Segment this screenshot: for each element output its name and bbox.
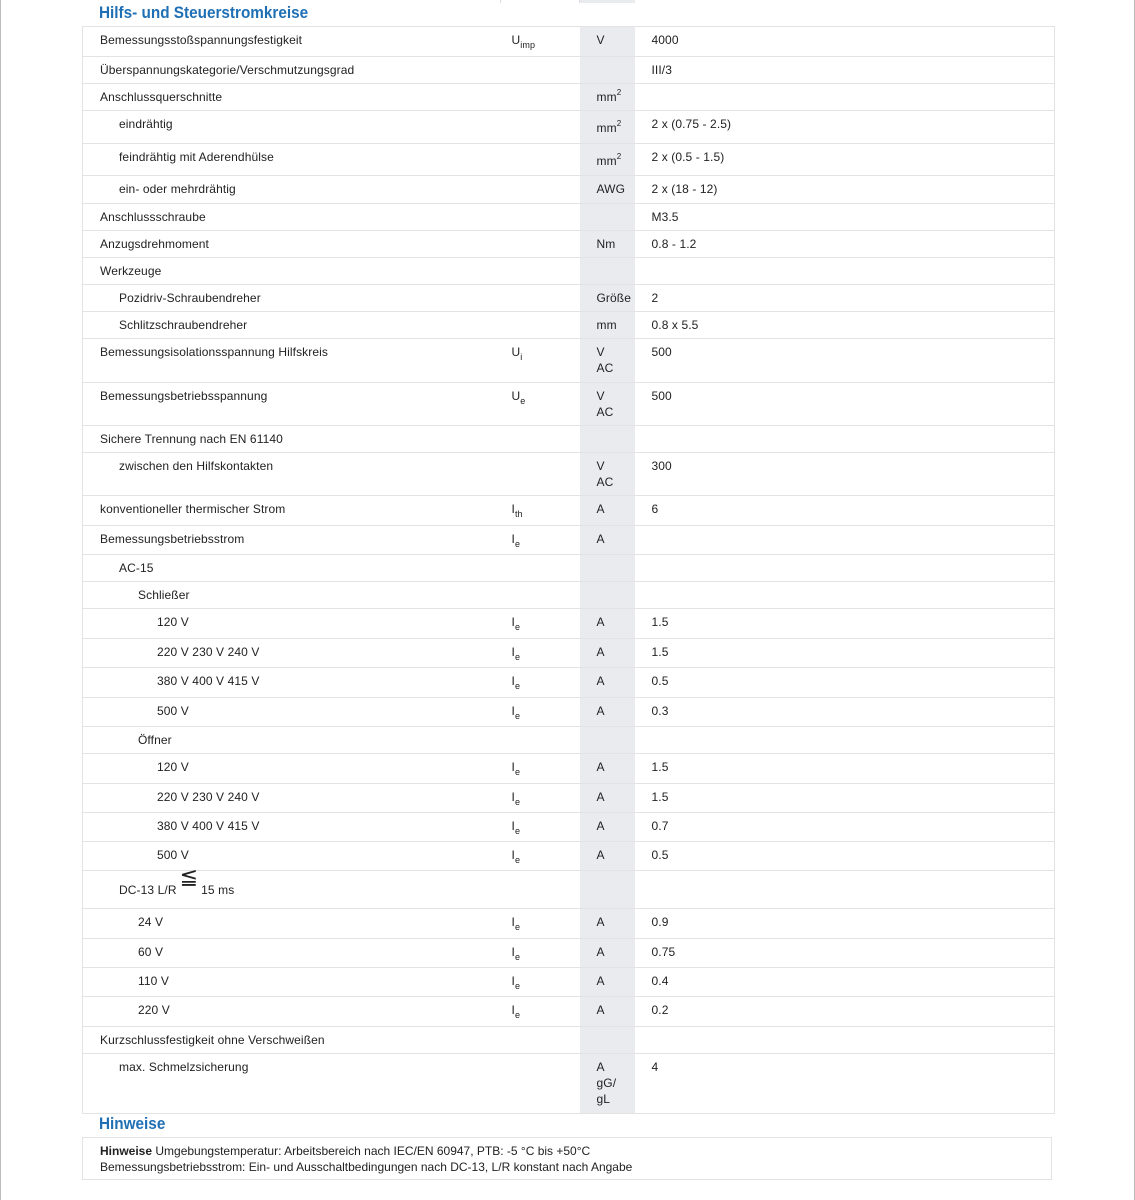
param-name [83,639,501,668]
param-name [83,312,501,339]
param-value [635,426,1055,453]
param-symbol: $I_e$ [501,968,580,997]
table-row [83,555,1055,582]
param-value [635,555,1055,582]
param-name-text: 220 V [138,1003,170,1017]
param-unit: A [580,698,635,727]
param-unit: mm [580,312,635,339]
param-symbol [501,312,580,339]
param-symbol [501,144,580,176]
param-name-text: Öffner [138,733,172,747]
notes-line-1 [100,1144,1051,1160]
column-divider-stub [500,0,501,3]
param-name [83,84,501,111]
param-value: 4 [635,1054,1055,1114]
table-row [83,27,1055,57]
param-value [635,84,1055,111]
param-unit: Größe [580,285,635,312]
param-value: M3.5 [635,204,1055,231]
param-unit: $mm^2$ [580,84,635,111]
spec-table [82,26,1055,1114]
param-value: 0.9 [635,909,1055,939]
param-name-text: Bemessungsstoßspannungsfestigkeit [100,33,303,47]
notes-label: Hinweise [100,1144,153,1158]
param-symbol [501,453,580,496]
param-name-text: 500 V [157,848,189,862]
table-row [83,871,1055,909]
table-row [83,453,1055,496]
param-unit [580,426,635,453]
param-unit: A [580,609,635,639]
param-name-text: Anzugsdrehmoment [100,237,209,251]
param-name-text: DC-13 L/R [119,883,177,897]
table-row [83,909,1055,939]
param-unit: A gG/ gL [580,1054,635,1114]
param-name [83,754,501,784]
param-unit: $mm^2$ [580,144,635,176]
param-name [83,813,501,842]
param-symbol [501,57,580,84]
param-symbol [501,84,580,111]
param-name [83,609,501,639]
param-symbol [501,426,580,453]
param-name [83,144,501,176]
table-row [83,204,1055,231]
param-symbol: $I_{th}$ [501,496,580,526]
param-symbol: $I_e$ [501,813,580,842]
param-value: 300 [635,453,1055,496]
param-symbol [501,871,580,909]
param-value [635,526,1055,555]
param-symbol [501,231,580,258]
param-value [635,258,1055,285]
page-border-left [0,0,1,1200]
param-value [635,727,1055,754]
table-row [83,84,1055,111]
param-value: 0.2 [635,997,1055,1027]
param-name [83,698,501,727]
param-symbol [501,285,580,312]
param-name [83,285,501,312]
param-name-text: Werkzeuge [100,264,162,278]
param-name-text: Bemessungsbetriebsstrom [100,532,245,546]
param-name-text: Sichere Trennung nach EN 61140 [100,432,283,446]
param-unit [580,582,635,609]
param-name [83,939,501,968]
param-symbol [501,176,580,204]
param-name [83,1027,501,1054]
param-name-text: Kurzschlussfestigkeit ohne Verschweißen [100,1033,325,1047]
param-name-text: 220 V 230 V 240 V [157,645,260,659]
param-unit: V AC [580,453,635,496]
param-name [83,204,501,231]
notes-text-1: Umgebungstemperatur: Arbeitsbereich nach IEC/EN 60947, PTB: -5 °C bis +50°C [155,1144,591,1158]
param-symbol [501,111,580,144]
param-name [83,176,501,204]
param-name-text: 120 V [157,615,189,629]
param-name [83,1054,501,1114]
param-name-text: konventioneller thermischer Strom [100,502,286,516]
param-value: 1.5 [635,754,1055,784]
table-row [83,57,1055,84]
param-value: 0.3 [635,698,1055,727]
param-value: 0.8 x 5.5 [635,312,1055,339]
param-symbol: $I_e$ [501,609,580,639]
param-name [83,784,501,813]
param-symbol: $I_e$ [501,526,580,555]
param-unit: $mm^2$ [580,111,635,144]
param-symbol [501,1027,580,1054]
param-value: 2 x (18 - 12) [635,176,1055,204]
param-symbol [501,555,580,582]
table-row [83,939,1055,968]
param-value: 2 [635,285,1055,312]
param-unit: Nm [580,231,635,258]
param-value: III/3 [635,57,1055,84]
param-symbol: $I_e$ [501,639,580,668]
table-row [83,496,1055,526]
param-symbol: $I_e$ [501,668,580,698]
notes-line-2: Bemessungsbetriebsstrom: Ein- und Ausschaltbedingungen nach DC-13, L/R konstant nach Angabe [100,1159,633,1174]
param-value: 500 [635,383,1055,426]
param-name-text: Überspannungskategorie/Verschmutzungsgrad [100,63,355,77]
param-value [635,1027,1055,1054]
table-row [83,258,1055,285]
table-row [83,111,1055,144]
param-symbol: $I_e$ [501,842,580,871]
param-value: 1.5 [635,639,1055,668]
param-name-text: Anschlussschraube [100,210,206,224]
table-row [83,997,1055,1027]
param-symbol [501,582,580,609]
param-value: 0.8 - 1.2 [635,231,1055,258]
param-name-text: eindrähtig [119,117,173,131]
param-unit: A [580,968,635,997]
param-value: 0.7 [635,813,1055,842]
param-value: 1.5 [635,784,1055,813]
param-unit: A [580,526,635,555]
param-name [83,909,501,939]
param-name [83,555,501,582]
param-name [83,339,501,383]
param-symbol [501,204,580,231]
param-value: 4000 [635,27,1055,57]
param-name-text: AC-15 [119,561,154,575]
param-unit: A [580,813,635,842]
param-name-text: Schlitzschraubendreher [119,318,248,332]
param-name [83,111,501,144]
param-unit [580,871,635,909]
param-name [83,258,501,285]
param-name [83,864,501,909]
table-row [83,698,1055,727]
param-unit [580,1027,635,1054]
param-name [83,997,501,1027]
param-unit: A [580,909,635,939]
table-row [83,582,1055,609]
param-value: 6 [635,496,1055,526]
section-title: Hilfs- und Steuerstromkreise [99,3,309,22]
param-symbol: $I_e$ [501,698,580,727]
param-name-text: 120 V [157,760,189,774]
param-name-text: max. Schmelzsicherung [119,1060,249,1074]
param-name-text: zwischen den Hilfskontakten [119,459,274,473]
table-row [83,1054,1055,1114]
param-name [83,526,501,555]
table-row [83,639,1055,668]
param-name-text: 500 V [157,704,189,718]
param-name-text: 380 V 400 V 415 V [157,819,260,833]
param-unit [580,57,635,84]
table-row [83,668,1055,698]
param-unit: A [580,668,635,698]
param-unit: A [580,842,635,871]
table-row [83,426,1055,453]
table-row [83,813,1055,842]
param-name [83,231,501,258]
param-name [83,842,501,871]
param-unit [580,555,635,582]
param-value: 0.5 [635,842,1055,871]
param-symbol [501,1054,580,1114]
param-unit: AWG [580,176,635,204]
param-name-text: Bemessungsisolationsspannung Hilfskreis [100,345,329,359]
table-row [83,784,1055,813]
param-unit: V AC [580,339,635,383]
param-value: 1.5 [635,609,1055,639]
param-value: 2 x (0.75 - 2.5) [635,111,1055,144]
table-row [83,727,1055,754]
param-name-text: 380 V 400 V 415 V [157,674,260,688]
table-row [83,968,1055,997]
param-value: 2 x (0.5 - 1.5) [635,144,1055,176]
param-value: 500 [635,339,1055,383]
param-unit: A [580,939,635,968]
param-symbol: $U_e$ [501,383,580,426]
param-name-text: ein- oder mehrdrähtig [119,182,236,196]
param-name-text: 110 V [138,974,169,988]
param-unit: A [580,997,635,1027]
table-row [83,383,1055,426]
param-name [83,582,501,609]
table-row [83,609,1055,639]
param-name [83,968,501,997]
param-name-text: 220 V 230 V 240 V [157,790,260,804]
param-unit: A [580,496,635,526]
less-equal-icon: ≦ [179,864,199,889]
param-name-text: Bemessungsbetriebsspannung [100,389,268,403]
param-symbol [501,727,580,754]
param-symbol [501,258,580,285]
table-row [83,176,1055,204]
param-symbol: $U_{imp}$ [501,27,580,57]
table-row [83,231,1055,258]
param-unit [580,727,635,754]
param-symbol: $I_e$ [501,997,580,1027]
param-name [83,727,501,754]
table-row [83,842,1055,871]
param-symbol: $I_e$ [501,754,580,784]
param-name [83,453,501,496]
param-value [635,871,1055,909]
param-unit [580,204,635,231]
notes-title: Hinweise [99,1114,166,1133]
param-name [83,383,501,426]
param-value: 0.5 [635,668,1055,698]
param-unit: A [580,754,635,784]
param-name [83,496,501,526]
param-name-text: feindrähtig mit Aderendhülse [119,150,274,164]
param-unit [580,258,635,285]
param-name [83,668,501,698]
table-row [83,339,1055,383]
param-unit: V [580,27,635,57]
param-name-text: 60 V [138,945,164,959]
param-unit: A [580,639,635,668]
unit-column-stub [579,0,635,3]
table-row [83,526,1055,555]
param-name-suffix: 15 ms [201,883,235,897]
param-name-text: Schließer [138,588,190,602]
notes-box [82,1137,1052,1180]
param-symbol: $U_i$ [501,339,580,383]
param-value: 0.75 [635,939,1055,968]
param-value [635,582,1055,609]
param-value: 0.4 [635,968,1055,997]
param-name [83,57,501,84]
param-name [83,426,501,453]
table-row [83,144,1055,176]
param-symbol: $I_e$ [501,909,580,939]
param-name-text: 24 V [138,915,164,929]
table-row [83,285,1055,312]
param-unit: V AC [580,383,635,426]
table-row [83,754,1055,784]
param-name-text: Anschlussquerschnitte [100,90,223,104]
param-symbol: $I_e$ [501,784,580,813]
param-symbol: $I_e$ [501,939,580,968]
param-name [83,27,501,57]
param-unit: A [580,784,635,813]
table-row [83,312,1055,339]
table-row [83,1027,1055,1054]
param-name-text: Pozidriv-Schraubendreher [119,291,261,305]
